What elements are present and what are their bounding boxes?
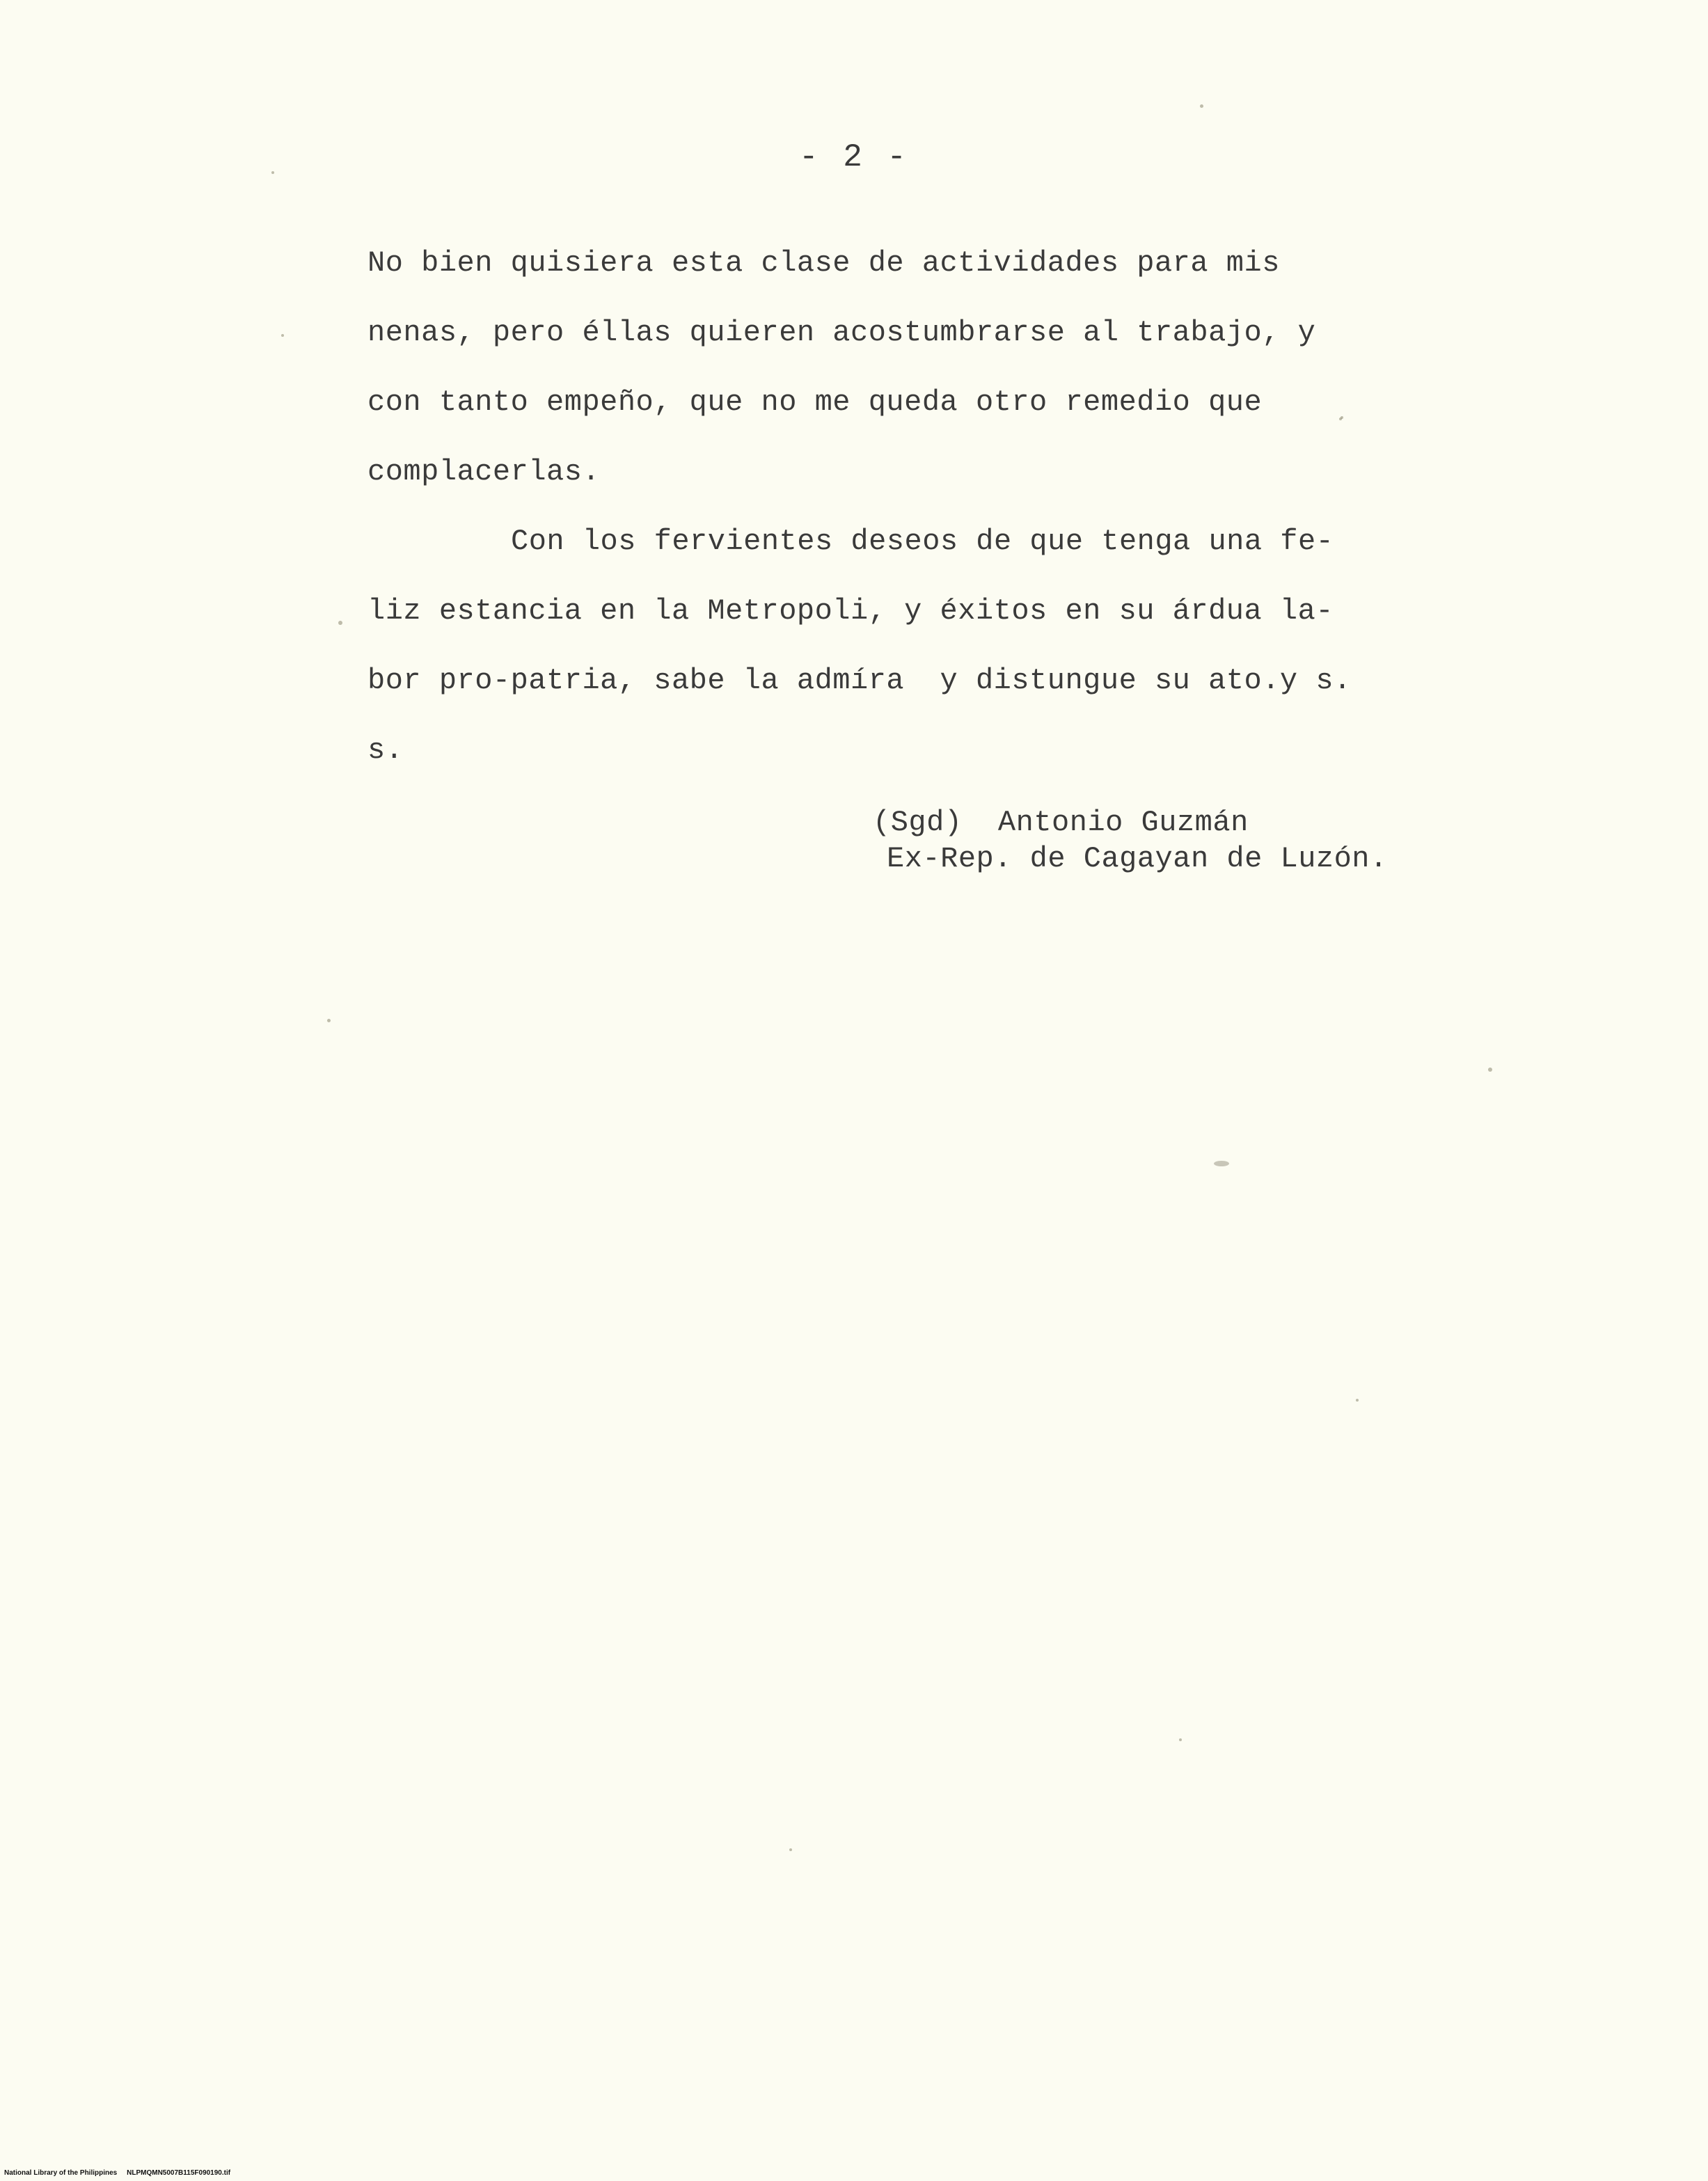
page-number: - 2 - [798, 139, 910, 175]
paper-speck [1488, 1068, 1492, 1072]
signature-title: Ex-Rep. de Cagayan de Luzón. [887, 842, 1388, 875]
paragraph-1-line-3: con tanto empeño, que no me queda otro remedio que [367, 386, 1263, 419]
paper-speck [327, 1019, 331, 1022]
paper-speck [1200, 104, 1203, 108]
signature-name: (Sgd) Antonio Guzmán [873, 806, 1249, 839]
letter-body [367, 242, 1453, 799]
paragraph-2-line-1: Con los fervientes deseos de que tenga una fe- [511, 525, 1334, 558]
paper-speck [281, 334, 284, 337]
paragraph-1-line-4: complacerlas. [367, 455, 601, 489]
paper-speck [789, 1848, 792, 1851]
paper-speck [1341, 416, 1343, 419]
paragraph-2-line-3: bor pro-patria, sabe la admíra y distungue su ato.y s. [367, 664, 1352, 697]
paragraph-1-line-1: No bien quisiera esta clase de actividades para mis [367, 246, 1280, 280]
paper-speck [271, 171, 274, 174]
paper-speck [1179, 1738, 1182, 1741]
paragraph-1-line-2: nenas, pero éllas quieren acostumbrarse al trabajo, y [367, 316, 1316, 349]
paragraph-2-line-2: liz estancia en la Metropoli, y éxitos en su árdua la- [367, 594, 1334, 628]
archive-footer: National Library of the Philippines NLPMQMN5007B115F090190.tif [4, 2169, 231, 2177]
paper-speck [1214, 1161, 1229, 1166]
paper-speck [1356, 1399, 1359, 1402]
paper-speck [338, 621, 342, 625]
paragraph-2-line-4: s. [367, 733, 404, 767]
